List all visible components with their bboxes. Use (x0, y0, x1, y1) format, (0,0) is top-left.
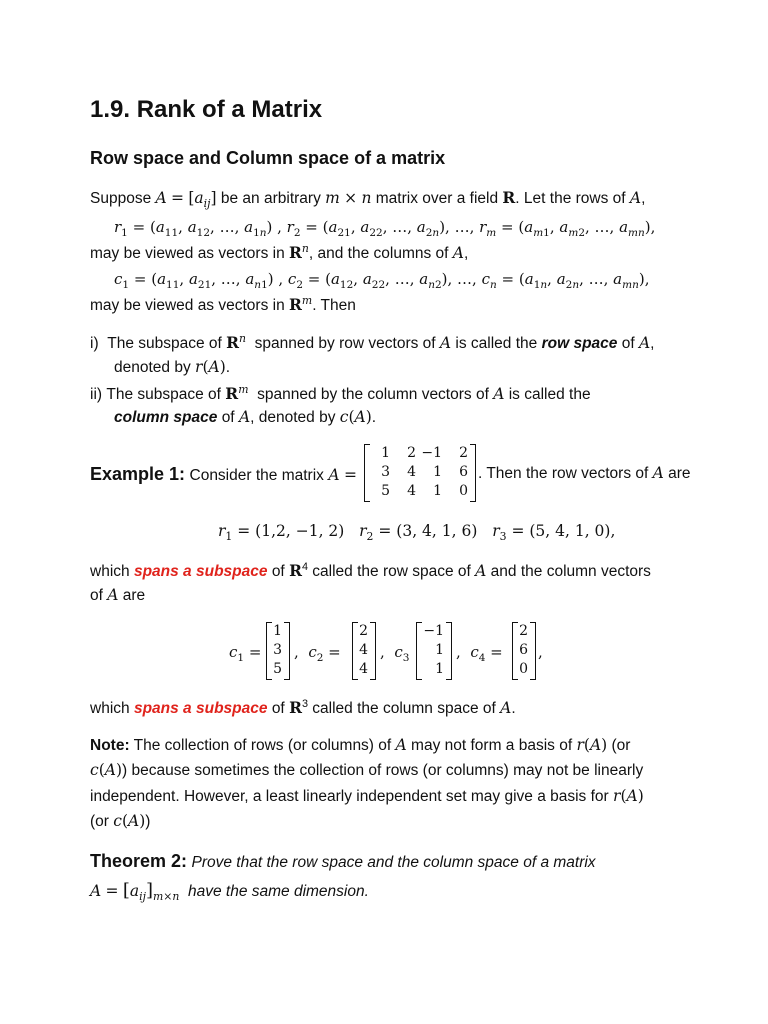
column-vector-c4 (512, 622, 536, 680)
matA-cell-0-3: 2 (459, 445, 468, 461)
matA-cell-0-0: 1 (381, 445, 390, 461)
matA-cell-2-3: 0 (459, 483, 468, 499)
matA-cell-1-1: 4 (407, 464, 416, 480)
matA-cell-2-2: 1 (433, 483, 442, 499)
theorem-2-line-2: $A = [a_{ij}]_{m\times n}$ have the same dimension. (90, 880, 369, 904)
term-row-space: row space (541, 335, 618, 353)
column-vector-c1 (266, 622, 290, 680)
definition-column-space-line-1: ii) The subspace of $R^m$ spanned by the column vectors of A is called the (90, 383, 591, 404)
note-line-4: (or c(A)) (90, 812, 151, 830)
row-vectors-example: $r_1 = (1,2$, −1, 2) $r_2 = (3$, 4, 1, 6) $r_3 = (5$, 4, 1, 0), (218, 522, 616, 544)
theorem-2-line-1: Theorem 2: Prove that the row space and the column space of a matrix (90, 851, 596, 871)
vc3-cell-1-0: 1 (435, 642, 444, 658)
matA-cell-1-0: 3 (381, 464, 390, 480)
section-title: 1.9. Rank of a Matrix (90, 96, 323, 123)
definition-row-space-line-2: denoted by r(A). (114, 358, 231, 376)
c3-label: , $c_3$ (380, 643, 410, 664)
intro-line-1: Suppose $A = [a_{ij}]$ be an arbitrary m × n matrix over a field R. Let the rows of A, (90, 188, 646, 211)
vc3-cell-0-0: −1 (423, 623, 444, 639)
example-1-spans-col: which spans a subspace of $R^3$ called the column space of A. (90, 698, 516, 718)
note-line-3: independent. However, a least linearly independent set may give a basis for r(A) (90, 787, 644, 805)
column-vector-c3 (416, 622, 452, 680)
matA-cell-1-3: 6 (459, 464, 468, 480)
vc3-cell-2-0: 1 (435, 661, 444, 677)
example-1-then: . Then the row vectors of A are (478, 464, 691, 482)
example-1-spans-row: which spans a subspace of $R^4$ called the row space of A and the column vectors (90, 561, 651, 581)
definition-row-space-line-1: i) The subspace of $R^n$ spanned by row vectors of A is called the row space of A, (90, 332, 655, 353)
vc2-cell-0-0: 2 (359, 623, 368, 639)
c4-comma: , (538, 643, 543, 661)
intro-line-5: may be viewed as vectors in $R^m$. Then (90, 294, 356, 315)
vc4-cell-1-0: 6 (519, 642, 528, 658)
column-vector-c2 (352, 622, 376, 680)
matA-cell-1-2: 1 (433, 464, 442, 480)
definition-column-space-line-2: column space of A, denoted by c(A). (114, 408, 377, 426)
matA-cell-0-2: −1 (421, 445, 442, 461)
matA-cell-0-1: 2 (407, 445, 416, 461)
c4-label: , $c_4$ = (456, 643, 503, 664)
vc2-cell-2-0: 4 (359, 661, 368, 677)
note-line-2: c(A)) because sometimes the collection of rows (or columns) may not be linearly (90, 761, 644, 779)
matA-cell-2-1: 4 (407, 483, 416, 499)
vc1-cell-0-0: 1 (273, 623, 282, 639)
matA-cell-2-0: 5 (381, 483, 390, 499)
intro-line-3: may be viewed as vectors in $R^n$, and the columns of A, (90, 242, 469, 263)
example-1-of-a-are: of A are (90, 586, 146, 604)
term-column-space: column space (114, 409, 218, 426)
matrix-a (364, 444, 476, 502)
column-vectors-formula: $c_1 = (a_{11}$, $a_{21}$, …, $a_{n1}$) , $c_2 = (a_{12}$, $a_{22}$, …, $a_{n2}$), …, $c_n = (a_{1n}$, $a_{2n}$, …, $a_{mn}$), (114, 270, 650, 291)
vc1-cell-1-0: 3 (273, 642, 282, 658)
row-vectors-formula: $r_1 = (a_{11}$, $a_{12}$, …, $a_{1n}$) , $r_2 = (a_{21}$, $a_{22}$, …, $a_{2n}$), …, $r_m = (a_{m1}$, $a_{m2}$, …, $a_{mn}$), (114, 218, 656, 239)
section-subtitle: Row space and Column space of a matrix (90, 148, 446, 168)
note-line-1: Note: The collection of rows (or columns) of A may not form a basis of r(A) (or (90, 736, 631, 754)
spans-subspace-highlight-2: spans a subspace (133, 700, 268, 718)
c1-label: $c_1$ = (229, 643, 262, 664)
vc4-cell-0-0: 2 (519, 623, 528, 639)
spans-subspace-highlight: spans a subspace (133, 563, 268, 581)
c2-label: , $c_2$ = (294, 643, 341, 664)
example-1-intro: Example 1: Consider the matrix A = (90, 464, 357, 484)
vc4-cell-2-0: 0 (519, 661, 528, 677)
vc2-cell-1-0: 4 (359, 642, 368, 658)
vc1-cell-2-0: 5 (273, 661, 282, 677)
